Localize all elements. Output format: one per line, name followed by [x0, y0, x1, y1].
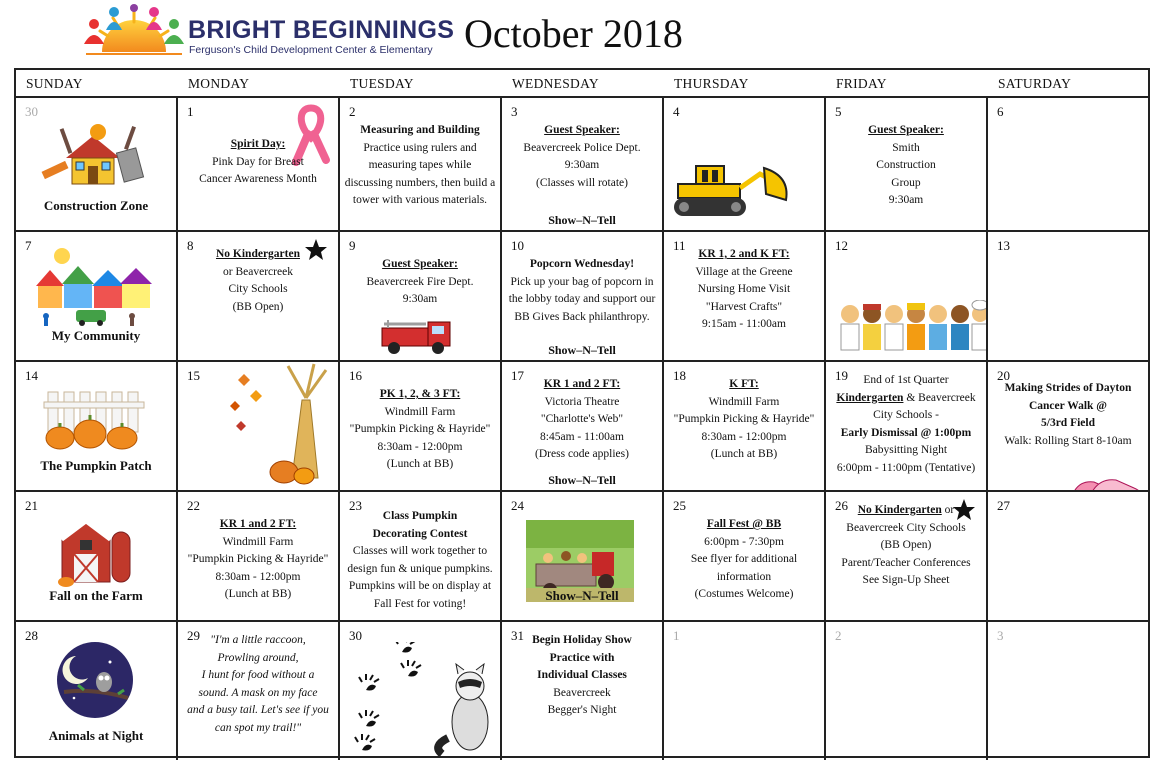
calendar-day-cell: [16, 96, 178, 230]
event-line: Nursing Home Visit: [697, 283, 791, 295]
red-barn-icon: [56, 516, 138, 593]
event-line: [829, 390, 983, 408]
day-number: 19: [835, 368, 848, 383]
event-line: tower with various materials.: [352, 194, 488, 206]
autumn-leaves-icon: [218, 360, 338, 490]
day-number: 16: [349, 368, 362, 383]
event-line: Beavercreek: [553, 686, 611, 699]
day-number: 30: [349, 628, 362, 643]
event-line: Classes will work together to: [352, 545, 488, 557]
day-number: 15: [187, 368, 200, 383]
event-line: No Kindergarten: [215, 248, 300, 260]
day-number: 5: [835, 104, 842, 119]
event-line: City Schools -: [873, 409, 939, 421]
community-town-icon: [32, 246, 162, 331]
community-helpers-icon: [838, 300, 988, 360]
event-line: Measuring and Building: [360, 124, 480, 136]
event-line: (BB Open): [232, 300, 284, 313]
event-line: or Beavercreek: [223, 265, 293, 278]
event-line: (Dress code applies): [535, 448, 629, 460]
calendar-day-cell: [340, 96, 502, 230]
event-line: Beavercreek City Schools: [846, 521, 966, 534]
event-line: KR 1 and 2 FT:: [219, 518, 297, 530]
day-number: 9: [349, 238, 356, 253]
calendar-day-cell: [664, 96, 826, 230]
event-line: Practice with: [549, 651, 615, 664]
calendar-day-cell: [16, 490, 178, 620]
event-line: measuring tapes while: [368, 159, 472, 171]
event-line: PK 1, 2, & 3 FT:: [379, 388, 461, 400]
theme-label: The Pumpkin Patch: [40, 458, 152, 473]
show-n-tell-label: Show–N–Tell: [548, 213, 616, 227]
event-line: "Charlotte's Web": [540, 413, 624, 425]
day-number: 23: [349, 498, 362, 513]
event-details: [829, 502, 983, 590]
day-number: 30: [25, 104, 38, 119]
owl-moon-icon: [54, 642, 136, 723]
day-number: 17: [511, 368, 524, 383]
event-details: [505, 376, 659, 464]
calendar-day-cell: [178, 360, 340, 490]
event-details: [991, 380, 1145, 450]
event-line: K FT:: [729, 378, 759, 390]
event-line: Begger's Night: [547, 704, 617, 716]
event-line: Individual Classes: [537, 669, 627, 681]
show-n-tell-label: Show–N–Tell: [548, 343, 616, 357]
event-line: KR 1 and 2 FT:: [543, 378, 621, 390]
calendar-grid: [14, 68, 1150, 758]
bright-beginnings-logo: [80, 4, 455, 60]
calendar-day-cell: [988, 360, 1148, 490]
event-line: (Classes will rotate): [536, 176, 628, 189]
event-line: 9:30am: [402, 293, 438, 305]
event-line: Pumpkins will be on display at: [348, 580, 492, 592]
theme-label: Construction Zone: [43, 198, 149, 213]
weekday-label-tuesday: TUESDAY: [350, 76, 414, 91]
event-line: 8:45am - 11:00am: [540, 430, 624, 443]
calendar-day-cell: [340, 490, 502, 620]
calendar-day-cell: [502, 620, 664, 760]
calendar-day-cell: [178, 96, 340, 230]
event-line: Group: [891, 176, 921, 189]
event-details: [505, 122, 659, 192]
event-line: 9:30am: [888, 194, 924, 206]
event-details: [181, 246, 335, 316]
event-line: Victoria Theatre: [544, 395, 620, 408]
event-line: (Lunch at BB): [710, 448, 778, 460]
calendar-day-cell: [988, 620, 1148, 760]
event-line: "I'm a little raccoon,: [210, 634, 306, 646]
calendar-day-cell: [826, 490, 988, 620]
calendar-day-cell: [988, 230, 1148, 360]
event-line: 9:15am - 11:00am: [702, 318, 786, 330]
calendar-day-cell: [664, 620, 826, 760]
brand-name: BRIGHT BEGINNINGS: [188, 16, 455, 44]
event-details: [343, 122, 497, 210]
theme-label: Fall on the Farm: [49, 588, 143, 603]
event-line: Early Dismissal @ 1:00pm: [840, 426, 972, 439]
event-line: (Costumes Welcome): [694, 588, 794, 600]
event-details: [829, 372, 983, 477]
event-line: sound. A mask on my face: [198, 686, 318, 699]
weekday-header-row: [16, 70, 1148, 96]
event-line: Babysitting Night: [864, 444, 948, 456]
day-number: 18: [673, 368, 686, 383]
bulldozer-icon: [668, 160, 792, 227]
weekday-label-sunday: SUNDAY: [26, 76, 83, 91]
day-number: 8: [187, 238, 194, 253]
event-text: & Beavercreek: [903, 391, 976, 404]
event-line: Practice using rulers and: [363, 141, 477, 154]
calendar-day-cell: [178, 230, 340, 360]
day-number: 28: [25, 628, 38, 643]
month-title: October 2018: [464, 11, 683, 56]
day-number: 22: [187, 498, 200, 513]
day-number: 26: [835, 498, 848, 513]
event-line: Class Pumpkin: [382, 510, 458, 522]
event-emphasis: Kindergarten: [836, 391, 904, 404]
event-line: Decorating Contest: [372, 527, 468, 540]
event-details: [505, 632, 659, 720]
event-line: 8:30am - 12:00pm: [701, 430, 787, 443]
show-n-tell-label: Show–N–Tell: [548, 473, 616, 487]
weekday-label-monday: MONDAY: [188, 76, 250, 91]
day-number: 4: [673, 104, 680, 119]
event-details: [343, 256, 497, 309]
event-line: Fall Fest for voting!: [373, 597, 467, 610]
day-number: 12: [835, 238, 848, 253]
event-line: Begin Holiday Show: [532, 634, 632, 646]
event-details: [667, 516, 821, 604]
event-line: and a busy tail. Let's see if you: [187, 704, 329, 716]
event-line: Construction: [876, 159, 936, 171]
day-number: 27: [997, 498, 1010, 513]
day-number: 14: [25, 368, 38, 383]
event-line: BB Gives Back philanthropy.: [514, 310, 650, 323]
day-number: 3: [511, 104, 518, 119]
day-number: 21: [25, 498, 38, 513]
brand-subtitle: Ferguson's Child Development Center & Elementary: [189, 44, 433, 56]
theme-label: Animals at Night: [48, 728, 144, 743]
event-details: [181, 136, 335, 189]
event-line: 8:30am - 12:00pm: [215, 570, 301, 583]
event-line: Spirit Day:: [230, 138, 286, 150]
event-line: End of 1st Quarter: [863, 374, 949, 386]
event-details: [667, 246, 821, 334]
event-line: design fun & unique pumpkins.: [347, 562, 493, 575]
sunrise-children-logo-icon: [80, 4, 188, 58]
day-number: 1: [187, 104, 194, 119]
event-line: Beavercreek Police Dept.: [523, 141, 641, 154]
event-details: [505, 256, 659, 326]
event-line: (BB Open): [880, 539, 932, 551]
day-number: 10: [511, 238, 524, 253]
event-line: Guest Speaker:: [382, 258, 458, 270]
event-line: discussing numbers, then build a: [344, 176, 496, 189]
event-line: Windmill Farm: [222, 535, 294, 548]
event-line: Popcorn Wednesday!: [529, 258, 635, 270]
raccoon-tracks-icon: [346, 642, 502, 760]
calendar-day-cell: [502, 490, 664, 620]
calendar-day-cell: [340, 230, 502, 360]
event-text: or: [941, 504, 955, 516]
event-line: Village at the Greene: [695, 265, 793, 278]
event-line: "Pumpkin Picking & Hayride": [673, 413, 815, 425]
event-line: Windmill Farm: [384, 405, 456, 418]
event-line: Guest Speaker:: [544, 124, 620, 136]
weekday-label-friday: FRIDAY: [836, 76, 887, 91]
event-line: See Sign-Up Sheet: [862, 574, 950, 586]
calendar-day-cell: [988, 490, 1148, 620]
calendar-day-cell: [340, 620, 502, 760]
calendar-day-cell: [988, 96, 1148, 230]
day-number: 13: [997, 238, 1010, 253]
event-line: See flyer for additional: [690, 553, 798, 565]
event-line: Guest Speaker:: [868, 124, 944, 136]
day-number: 25: [673, 498, 686, 513]
calendar-day-cell: [502, 96, 664, 230]
day-number: 7: [25, 238, 32, 253]
theme-label: Show–N–Tell: [545, 588, 619, 603]
event-details: [667, 376, 821, 464]
event-line: (Lunch at BB): [386, 458, 454, 470]
calendar-header: [0, 0, 1163, 68]
calendar-day-cell: [664, 360, 826, 490]
event-line: 8:30am - 12:00pm: [377, 440, 463, 453]
event-line: [829, 502, 983, 520]
day-number: 31: [511, 628, 524, 643]
construction-house-icon: [38, 122, 148, 191]
weekday-label-saturday: SATURDAY: [998, 76, 1072, 91]
event-details: [181, 516, 335, 604]
calendar-day-cell: [178, 620, 340, 760]
event-line: "Pumpkin Picking & Hayride": [187, 553, 329, 565]
event-line: Prowling around,: [217, 651, 299, 664]
calendar-day-cell: [502, 360, 664, 490]
event-details: [343, 386, 497, 474]
event-line: Smith: [892, 141, 920, 154]
event-line: the lobby today and support our: [508, 293, 656, 305]
pumpkin-patch-icon: [42, 388, 152, 455]
event-line: Pink Day for Breast: [212, 155, 304, 168]
day-number: 20: [997, 368, 1010, 383]
calendar-day-cell: [826, 96, 988, 230]
day-number: 3: [997, 628, 1004, 643]
theme-label: My Community: [51, 328, 141, 343]
calendar-day-cell: [664, 230, 826, 360]
calendar-day-cell: [502, 230, 664, 360]
event-line: Cancer Walk @: [1028, 399, 1107, 412]
weekday-label-wednesday: WEDNESDAY: [512, 76, 599, 91]
event-details: [181, 632, 335, 737]
calendar-day-cell: [16, 230, 178, 360]
event-line: Walk: Rolling Start 8-10am: [1004, 434, 1132, 447]
event-line: Windmill Farm: [708, 395, 780, 408]
event-line: 5/3rd Field: [1041, 417, 1095, 429]
event-line: Fall Fest @ BB: [706, 518, 782, 530]
calendar-day-cell: [826, 360, 988, 490]
event-line: information: [716, 570, 772, 583]
event-line: 6:00pm - 7:30pm: [704, 535, 784, 548]
day-number: 24: [511, 498, 524, 513]
day-number: 11: [673, 238, 686, 253]
event-line: KR 1, 2 and K FT:: [698, 248, 790, 260]
event-details: [829, 122, 983, 210]
event-line: (Lunch at BB): [224, 588, 292, 600]
event-details: [343, 508, 497, 613]
event-emphasis: No Kindergarten: [857, 504, 942, 516]
event-line: I hunt for food without a: [201, 669, 315, 681]
event-line: "Harvest Crafts": [705, 300, 783, 313]
fire-truck-icon: [378, 316, 456, 360]
calendar-day-cell: [664, 490, 826, 620]
pink-sneakers-icon: [1068, 472, 1146, 490]
event-line: Parent/Teacher Conferences: [841, 556, 971, 569]
day-number: 1: [673, 628, 680, 643]
weekday-label-thursday: THURSDAY: [674, 76, 749, 91]
calendar-day-cell: [16, 620, 178, 760]
event-line: Pick up your bag of popcorn in: [510, 275, 654, 288]
calendar-day-cell: [340, 360, 502, 490]
calendar-day-cell: [826, 620, 988, 760]
day-number: 2: [835, 628, 842, 643]
event-line: can spot my trail!": [214, 721, 302, 734]
event-line: 6:00pm - 11:00pm (Tentative): [836, 461, 976, 474]
event-line: "Pumpkin Picking & Hayride": [349, 423, 491, 435]
day-number: 2: [349, 104, 356, 119]
event-line: 9:30am: [564, 159, 600, 171]
calendar-day-cell: [826, 230, 988, 360]
calendar-day-cell: [16, 360, 178, 490]
event-line: Beavercreek Fire Dept.: [366, 275, 474, 288]
event-line: City Schools: [228, 283, 288, 295]
event-line: Making Strides of Dayton: [1004, 382, 1132, 394]
calendar-day-cell: [178, 490, 340, 620]
day-number: 6: [997, 104, 1004, 119]
day-number: 29: [187, 628, 200, 643]
event-line: Cancer Awareness Month: [199, 173, 317, 185]
